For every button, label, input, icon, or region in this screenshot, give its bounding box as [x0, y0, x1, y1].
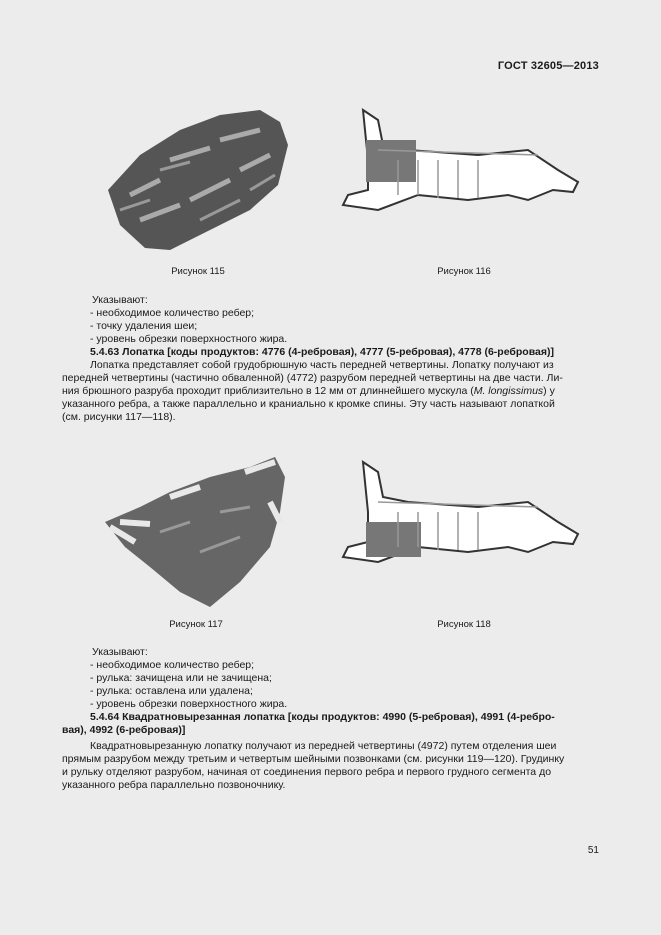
figure-115-caption: Рисунок 115 [171, 266, 225, 277]
section-5-4-63-line5: (см. рисунки 117—118). [62, 411, 176, 423]
section-5-4-63-line2: передней четвертины (частично обваленной) (4772) разрубом передней четвертины на две части. Ли- [62, 372, 563, 384]
list-item: - необходимое количество ребер; [90, 307, 255, 319]
instructions-intro-2: Указывают: [92, 646, 148, 658]
figure-118-caption: Рисунок 118 [437, 619, 491, 630]
figure-117-image [100, 452, 300, 612]
section-5-4-64-heading-line1: 5.4.64 Квадратновырезанная лопатка [коды продуктов: 4990 (5-ребровая), 4991 (4-ребро- [90, 711, 555, 723]
section-5-4-63-line1: Лопатка представляет собой грудобрюшную часть передней четвертины. Лопатку получают из [90, 359, 554, 371]
figure-115-image [100, 100, 295, 260]
section-5-4-64-heading-line2: вая), 4992 (6-ребровая)] [62, 724, 186, 736]
list-item: - рулька: зачищена или не зачищена; [90, 672, 272, 684]
section-5-4-63-heading: 5.4.63 Лопатка [коды продуктов: 4776 (4-ребровая), 4777 (5-ребровая), 4778 (6-ребровая)] [90, 346, 554, 358]
list-item: - необходимое количество ребер; [90, 659, 255, 671]
section-5-4-64-line1: Квадратновырезанную лопатку получают из передней четвертины (4972) путем отделения шеи [90, 740, 557, 752]
figure-118-diagram [338, 452, 588, 572]
instructions-intro-1: Указывают: [92, 294, 148, 306]
figure-116-caption: Рисунок 116 [437, 266, 491, 277]
figure-116-diagram [338, 100, 588, 220]
page-number: 51 [587, 845, 599, 856]
section-5-4-64-line2: прямым разрубом между третьим и четвертым шейными позвонками (см. рисунки 119—120). Грудинку [62, 753, 565, 765]
section-5-4-63-line3: ния брюшного разруба проходит приблизительно в 12 мм от длиннейшего мускула (M. longissimus) у [62, 385, 555, 397]
standard-header: ГОСТ 32605—2013 [497, 60, 599, 72]
list-item: - уровень обрезки поверхностного жира. [90, 698, 288, 710]
list-item: - рулька: оставлена или удалена; [90, 685, 253, 697]
figure-117-caption: Рисунок 117 [169, 619, 223, 630]
list-item: - точку удаления шеи; [90, 320, 198, 332]
section-5-4-64-line4: указанного ребра параллельно позвоночнику. [62, 779, 286, 791]
section-5-4-64-line3: и рульку отделяют разрубом, начиная от соединения первого ребра и первого грудного сегмента до [62, 766, 552, 778]
section-5-4-63-line4: указанного ребра, а также параллельно и краниально к кромке спины. Эту часть называют лопаткой [62, 398, 555, 410]
list-item: - уровень обрезки поверхностного жира. [90, 333, 288, 345]
